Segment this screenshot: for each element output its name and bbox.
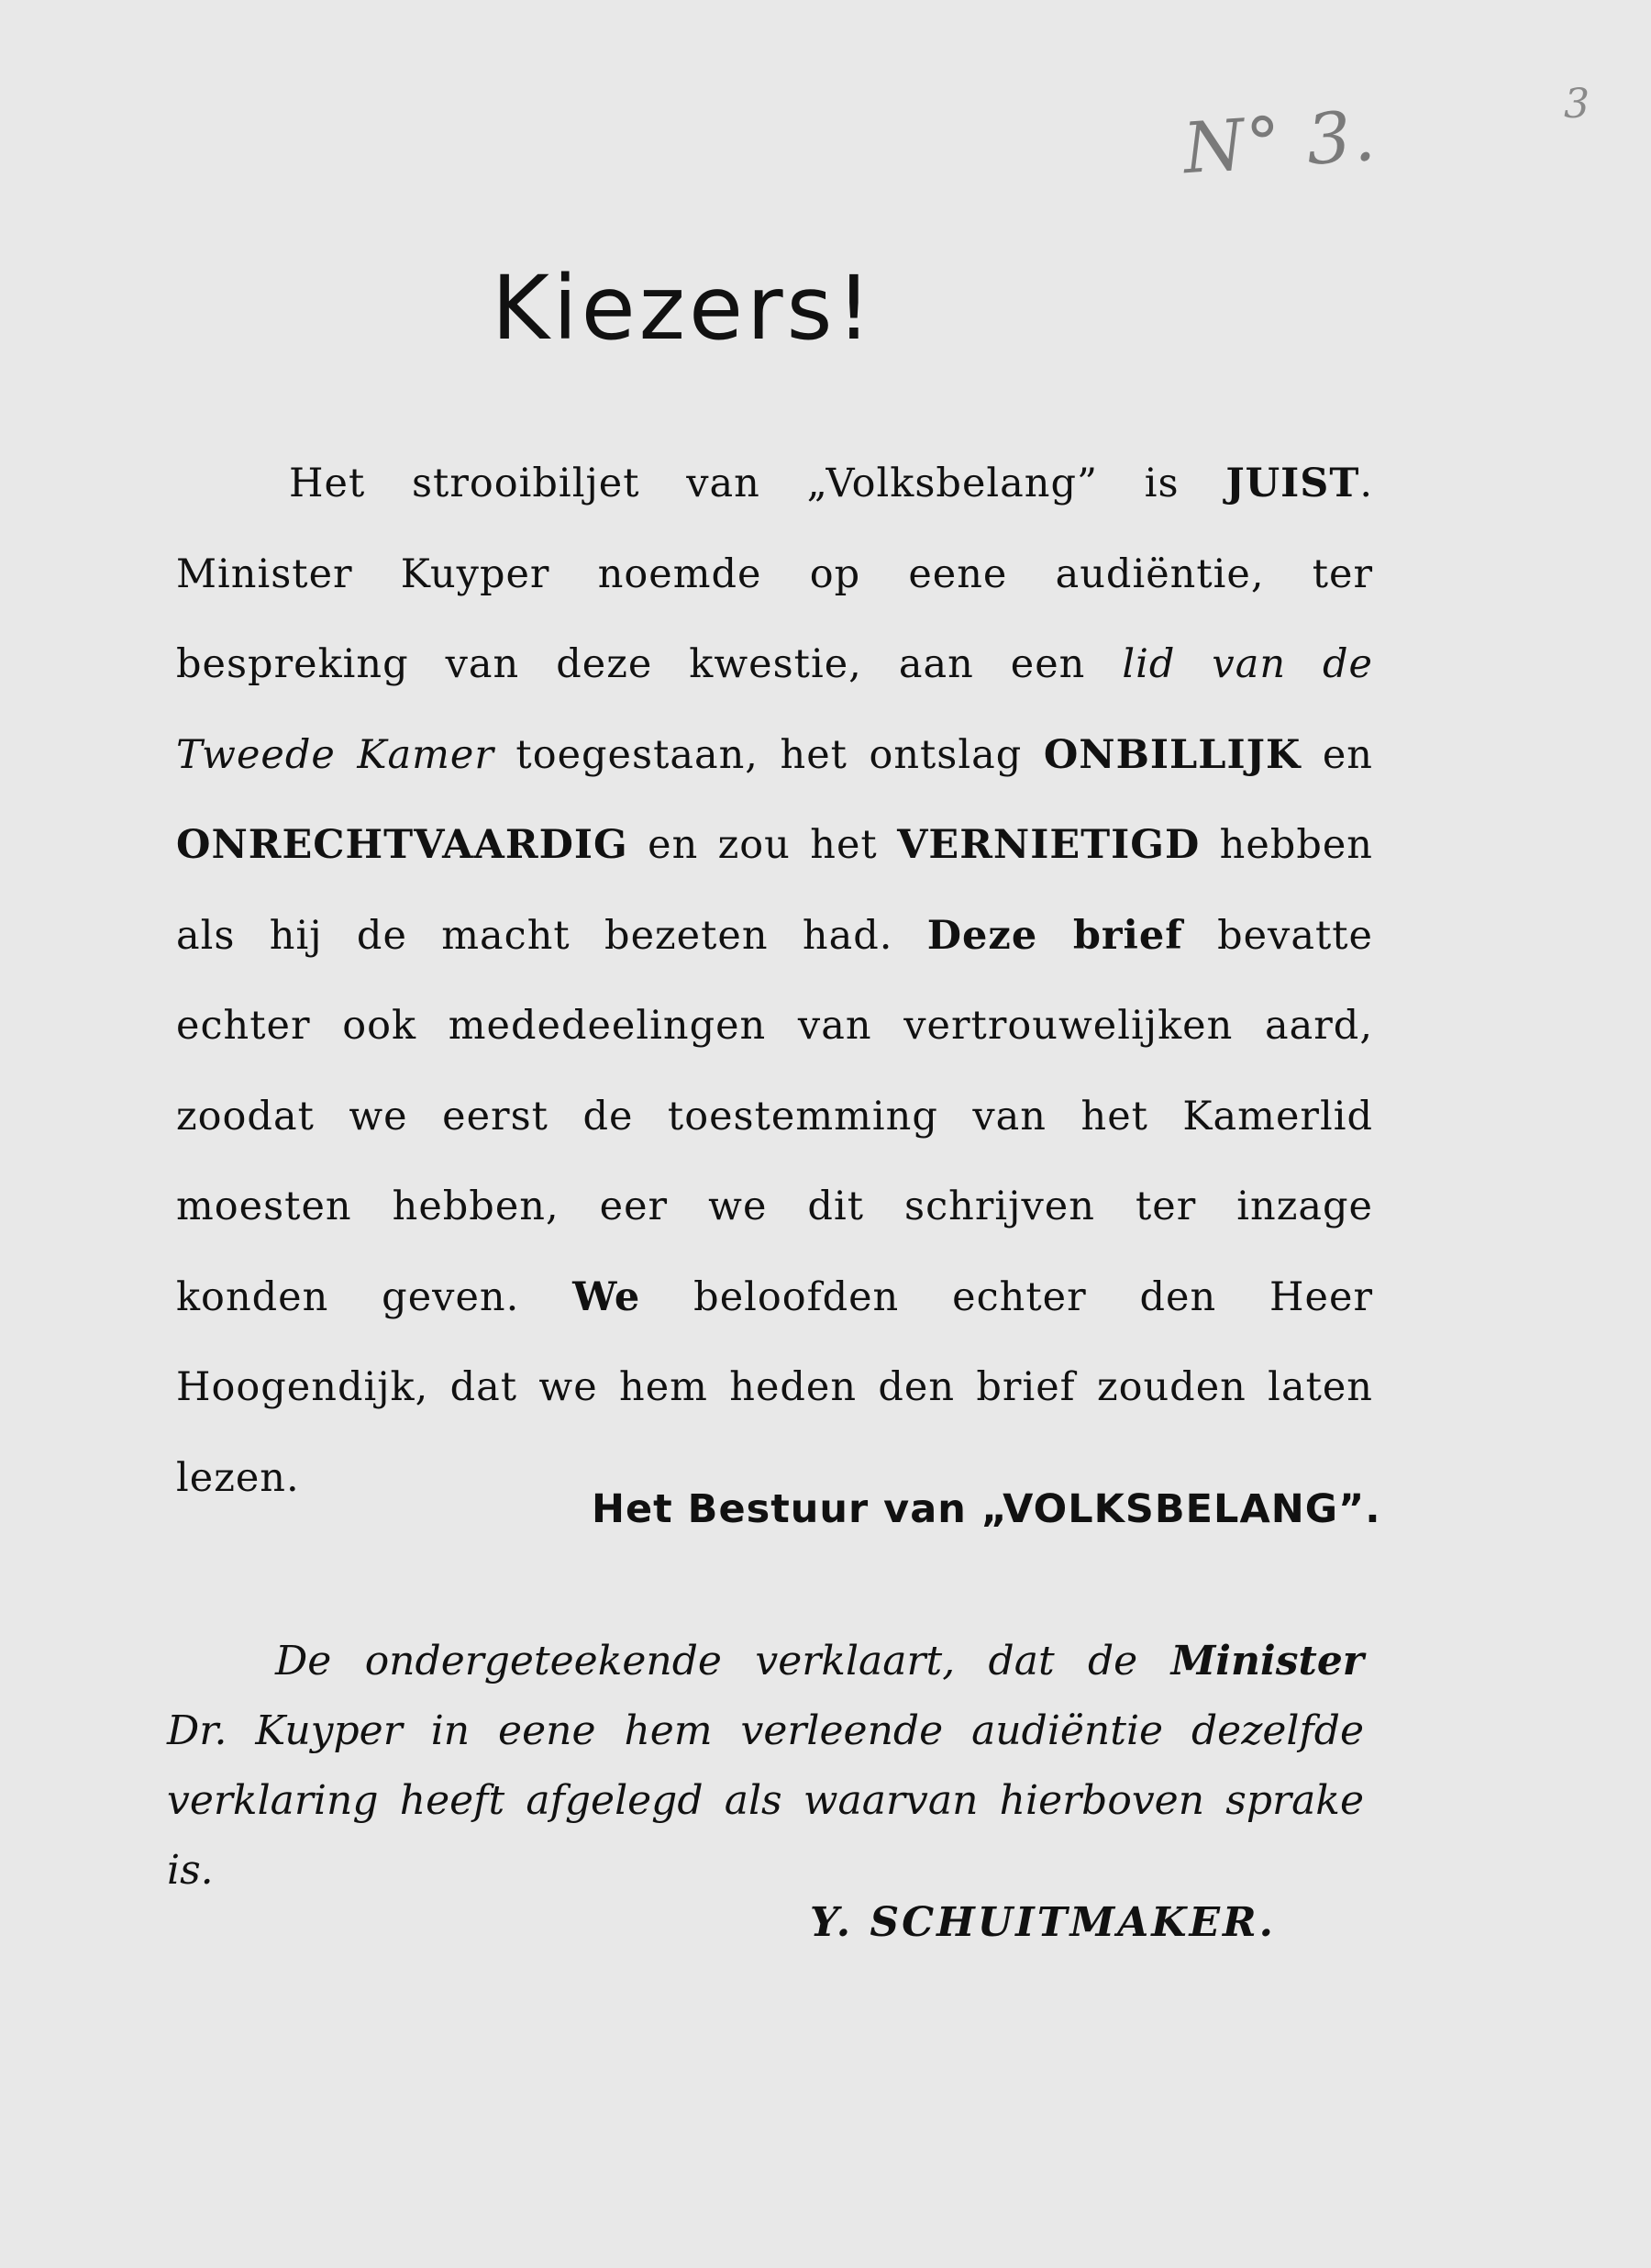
declaration-segment: Dr. Kuyper in eene hem verleende audiëntie dezelfde verklaring heeft afgelegd als waarvan hierboven sprake is. <box>167 1707 1364 1894</box>
body-text-segment: . Minister Kuyper noemde op eene audiëntie, ter bespreking van deze kwestie, aan een <box>176 461 1373 687</box>
page-title: Kiezers! <box>491 257 876 360</box>
body-text-segment: bevatte echter ook mededeelingen van vertrouwelijken aard, zoodat we eerst de toestemming van het Kamerlid moesten hebben, eer we dit schrijven ter inzage konden geven. <box>176 912 1373 1320</box>
body-text-segment: beloofden echter den Heer Hoogendijk, dat we hem heden den brief zouden laten lezen. <box>176 1273 1373 1501</box>
handwritten-page-number: 3 <box>1564 81 1590 128</box>
emphasis-juist: JUIST <box>1225 461 1360 506</box>
italic-lid-van-de-tweede-kamer: lid van de Tweede Kamer <box>176 641 1373 778</box>
emphasis-we: We <box>572 1273 641 1320</box>
body-paragraph <box>176 439 1373 1523</box>
body-text-segment: toegestaan, het ontslag <box>493 731 1044 778</box>
handwritten-number-annotation: N° 3. <box>1180 94 1380 190</box>
emphasis-vernietigd: VERNIETIGD <box>897 822 1201 868</box>
body-text-segment: en <box>1301 731 1374 778</box>
emphasis-minister: Minister <box>1170 1638 1364 1684</box>
board-signature: Het Bestuur van „VOLKSBELANG”. <box>592 1486 1381 1532</box>
person-signature: Y. SCHUITMAKER. <box>810 1899 1276 1946</box>
body-text-segment: en zou het <box>627 822 898 868</box>
declaration-paragraph <box>167 1627 1364 1906</box>
emphasis-onrechtvaardig: ONRECHTVAARDIG <box>176 822 628 868</box>
body-text-segment: Het strooibiljet van „Volksbelang” is <box>289 461 1226 506</box>
body-text-segment: hebben als hij de macht bezeten had. <box>176 822 1373 959</box>
declaration-segment: De ondergeteekende verklaart, dat de <box>275 1638 1171 1684</box>
emphasis-deze-brief: Deze brief <box>926 912 1183 959</box>
emphasis-onbillijk: ONBILLIJK <box>1043 731 1302 778</box>
